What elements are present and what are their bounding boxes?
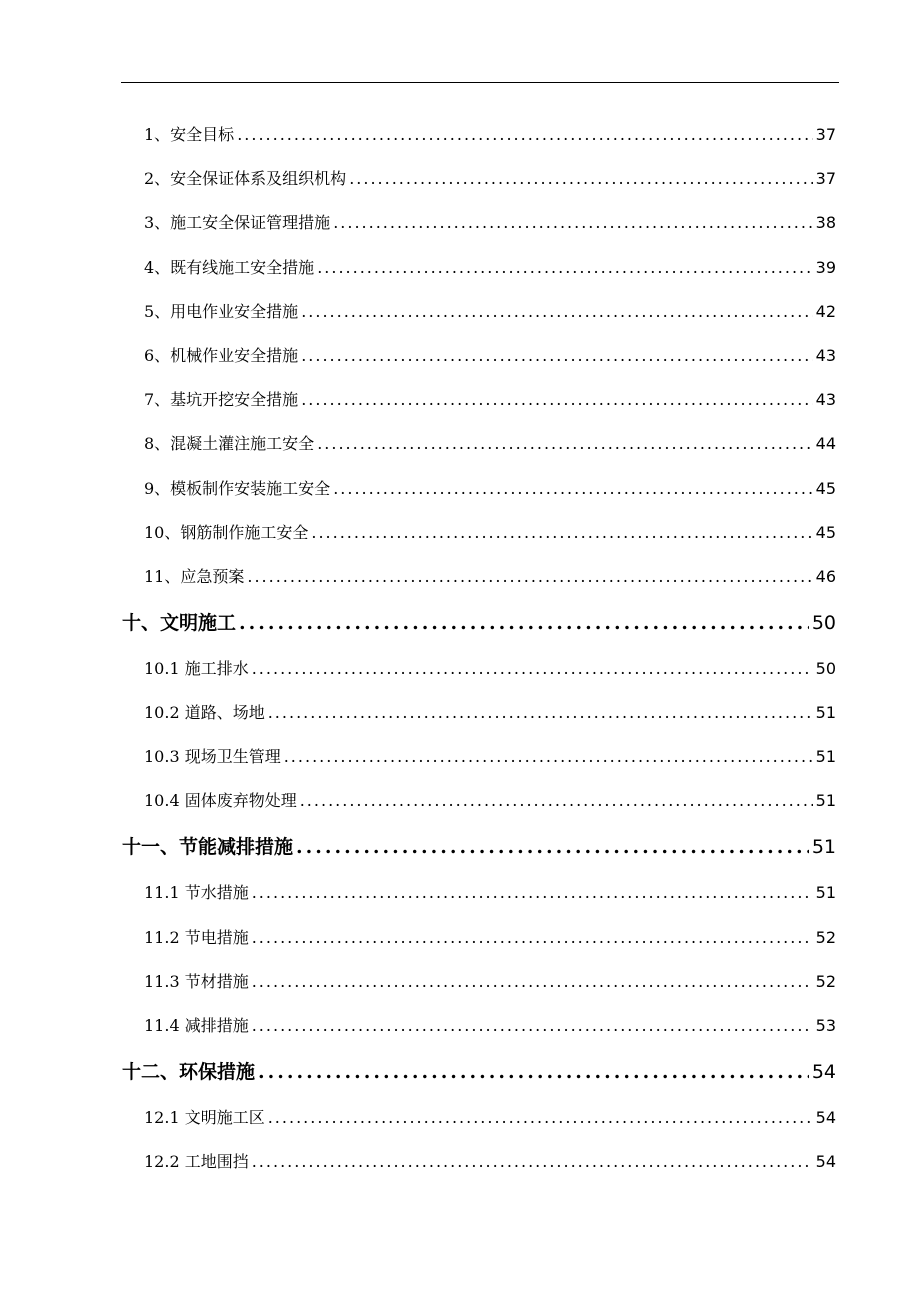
toc-entry[interactable] <box>144 166 836 189</box>
toc-entry[interactable] <box>144 700 836 723</box>
toc-entry-label: 4、既有线施工安全措施 <box>144 258 315 277</box>
toc-entry-page: 51 <box>815 791 836 810</box>
toc-leader-dots <box>300 791 813 810</box>
toc-entry-page: 43 <box>815 346 836 365</box>
toc-leader-dots <box>247 567 812 586</box>
toc-entry-page: 42 <box>815 302 836 321</box>
toc-entry[interactable] <box>144 564 836 587</box>
toc-leader-dots <box>258 1061 809 1083</box>
toc-leader-dots <box>333 479 812 498</box>
toc-entry-label: 5、用电作业安全措施 <box>144 302 299 321</box>
toc-entry-page: 37 <box>815 169 836 188</box>
toc-leader-dots <box>239 612 809 634</box>
toc-entry-label: 7、基坑开挖安全措施 <box>144 390 299 409</box>
toc-leader-dots <box>252 972 813 991</box>
toc-entry-page: 43 <box>815 390 836 409</box>
toc-leader-dots <box>296 836 809 858</box>
toc-leader-dots <box>301 302 812 321</box>
toc-entry-label: 9、模板制作安装施工安全 <box>144 479 331 498</box>
toc-leader-dots <box>252 659 813 678</box>
toc-entry-label: 10.2 道路、场地 <box>144 703 265 722</box>
toc-leader-dots <box>237 125 812 144</box>
toc-leader-dots <box>349 169 812 188</box>
toc-leader-dots <box>301 346 812 365</box>
toc-entry-label: 11、应急预案 <box>144 567 245 586</box>
toc-entry[interactable] <box>144 1149 836 1172</box>
toc-entry[interactable] <box>144 387 836 410</box>
toc-entry-page: 53 <box>815 1016 836 1035</box>
toc-entry[interactable] <box>144 969 836 992</box>
toc-entry-label: 11.2 节电措施 <box>144 928 249 947</box>
toc-entry[interactable] <box>144 744 836 767</box>
toc-entry-page: 50 <box>815 659 836 678</box>
toc-entry[interactable] <box>144 476 836 499</box>
toc-entry-page: 54 <box>815 1108 836 1127</box>
toc-entry[interactable] <box>144 788 836 811</box>
toc-entry-label: 10.4 固体废弃物处理 <box>144 791 297 810</box>
toc-entry[interactable] <box>144 520 836 543</box>
toc-chapter-label: 十一、节能减排措施 <box>122 836 294 858</box>
toc-entry-label: 10、钢筋制作施工安全 <box>144 523 309 542</box>
toc-entry-label: 12.2 工地围挡 <box>144 1152 249 1171</box>
toc-chapter-label: 十二、环保措施 <box>122 1061 256 1083</box>
toc-entry[interactable] <box>144 299 836 322</box>
toc-entry[interactable] <box>144 1105 836 1128</box>
toc-chapter-page: 50 <box>811 612 836 634</box>
toc-leader-dots <box>252 928 813 947</box>
toc-leader-dots <box>317 258 812 277</box>
toc-entry-page: 45 <box>815 479 836 498</box>
toc-entry-label: 11.3 节材措施 <box>144 972 249 991</box>
toc-entry-page: 38 <box>815 213 836 232</box>
toc-chapter-entry[interactable] <box>122 832 836 859</box>
toc-entry-page: 51 <box>815 703 836 722</box>
toc-entry-label: 11.1 节水措施 <box>144 883 249 902</box>
toc-entry-label: 10.3 现场卫生管理 <box>144 747 281 766</box>
toc-chapter-entry[interactable] <box>122 1057 836 1084</box>
toc-leader-dots <box>317 434 812 453</box>
toc-entry-label: 11.4 减排措施 <box>144 1016 249 1035</box>
toc-leader-dots <box>311 523 812 542</box>
toc-chapter-page: 54 <box>811 1061 836 1083</box>
toc-entry-label: 8、混凝土灌注施工安全 <box>144 434 315 453</box>
toc-leader-dots <box>252 1152 813 1171</box>
toc-chapter-label: 十、文明施工 <box>122 612 237 634</box>
toc-entry[interactable] <box>144 431 836 454</box>
toc-entry-page: 44 <box>815 434 836 453</box>
toc-entry[interactable] <box>144 1013 836 1036</box>
toc-entry-page: 54 <box>815 1152 836 1171</box>
toc-chapter-page: 51 <box>811 836 836 858</box>
toc-entry[interactable] <box>144 343 836 366</box>
toc-entry-label: 3、施工安全保证管理措施 <box>144 213 331 232</box>
toc-entry[interactable] <box>144 210 836 233</box>
toc-entry-label: 2、安全保证体系及组织机构 <box>144 169 347 188</box>
toc-entry[interactable] <box>144 122 836 145</box>
toc-leader-dots <box>252 883 813 902</box>
toc-entry-page: 51 <box>815 747 836 766</box>
toc-entry-page: 52 <box>815 928 836 947</box>
toc-entry-label: 1、安全目标 <box>144 125 235 144</box>
toc-leader-dots <box>252 1016 813 1035</box>
toc-entry-page: 37 <box>815 125 836 144</box>
toc-entry[interactable] <box>144 656 836 679</box>
toc-entry-page: 51 <box>815 883 836 902</box>
toc-entry-page: 39 <box>815 258 836 277</box>
toc-entry[interactable] <box>144 255 836 278</box>
toc-entry[interactable] <box>144 925 836 948</box>
toc-entry-label: 6、机械作业安全措施 <box>144 346 299 365</box>
toc-leader-dots <box>268 703 813 722</box>
toc-entry-page: 45 <box>815 523 836 542</box>
toc-leader-dots <box>333 213 812 232</box>
toc-entry-label: 10.1 施工排水 <box>144 659 249 678</box>
toc-entry-page: 52 <box>815 972 836 991</box>
toc-entry[interactable] <box>144 880 836 903</box>
toc-leader-dots <box>268 1108 813 1127</box>
toc-entry-page: 46 <box>815 567 836 586</box>
toc-entry-label: 12.1 文明施工区 <box>144 1108 265 1127</box>
toc-leader-dots <box>301 390 812 409</box>
toc-leader-dots <box>284 747 813 766</box>
toc-chapter-entry[interactable] <box>122 608 836 635</box>
